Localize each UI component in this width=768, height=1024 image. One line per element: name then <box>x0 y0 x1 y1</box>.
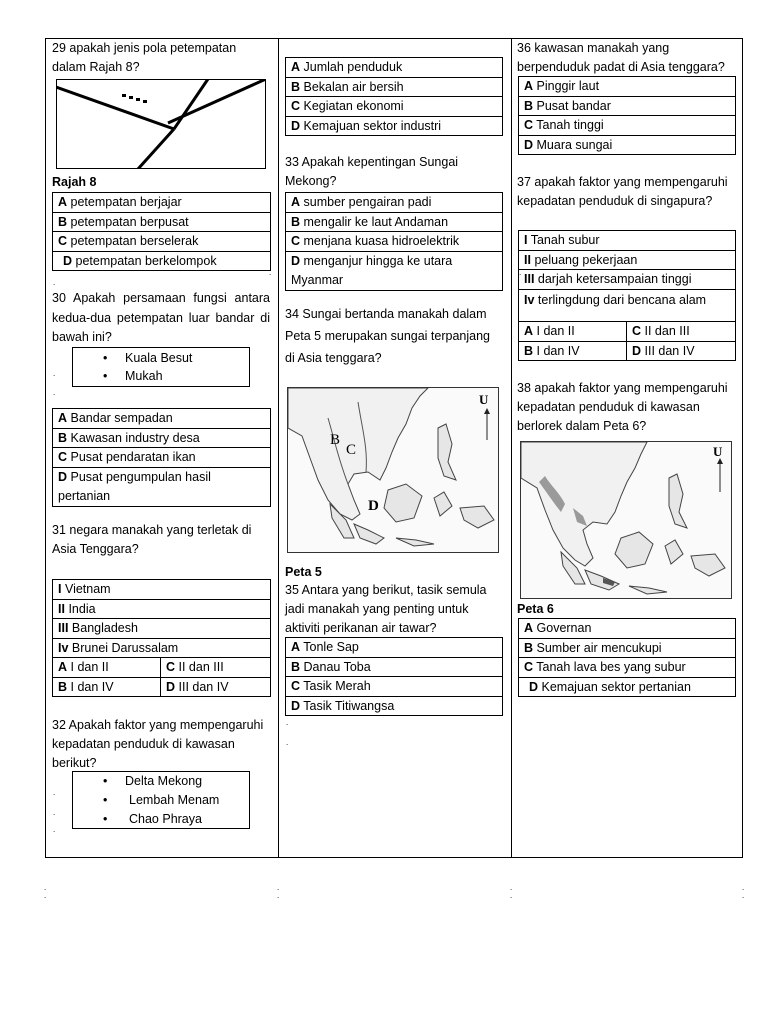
option-row[interactable]: B Kawasan industry desa <box>53 428 271 448</box>
option-row[interactable]: D Pusat pengumpulan hasil pertanian <box>53 467 271 506</box>
peta-6-drawing <box>521 442 732 599</box>
option-row[interactable]: A Bandar sempadan <box>53 409 271 429</box>
q31-text: 31 negara manakah yang terletak di Asia Tenggara? <box>52 523 252 556</box>
column-1: 29 apakah jenis pola petempatan dalam Rajah 8? Rajah 8 A petempatan berjajar B petempatan berpusat C petempatan berselerak D petempatan berkelompok 30 Apakah persamaan fungsi antara kedua-dua petempatan luar bandar di bawah ini? • Kuala Besut • Mukah A Bandar sempadan B Kawasan industry desa C Pusat pendaratan ikan D Pusat pengumpulan hasil pertanian 31 negara manakah yang terletak di Asia Tenggara? I Vietnam II India III Bangladesh Iv Brunei Darussalam A I dan II C II dan III B I dan IV D III dan IV 32 Apakah faktor yang mempengaruhi kepadatan penduduk di kawasan berikut? • Delta Mekong • Lembah Menam • Chao Phraya . . . . . . . <box>46 39 279 857</box>
q37-items <box>518 230 736 322</box>
rajah-8-figure <box>56 79 266 169</box>
bullet-item-continued: • Chao Phraya <box>73 810 249 829</box>
option-row[interactable]: D Kemajuan sektor pertanian <box>519 677 736 697</box>
option-cell[interactable]: A I dan II <box>519 322 627 342</box>
q35-options <box>285 637 503 716</box>
option-row[interactable]: B Danau Toba <box>286 657 503 677</box>
map-label-c: C <box>346 442 357 458</box>
q36-options <box>518 76 736 155</box>
option-row[interactable]: D Tasik Titiwangsa <box>286 696 503 716</box>
option-cell[interactable]: C II dan III <box>161 658 271 678</box>
item-row: III Bangladesh <box>53 619 271 639</box>
peta-5-drawing <box>288 388 499 553</box>
bullet-item: • Delta Mekong <box>73 772 249 791</box>
option-row[interactable]: D menganjur hingga ke utara Myanmar <box>286 251 503 290</box>
option-row[interactable]: C Tanah tinggi <box>519 116 736 136</box>
peta-5-map <box>287 387 499 553</box>
option-cell[interactable]: B I dan IV <box>519 341 627 361</box>
item-row: III darjah ketersampaian tinggi <box>519 270 736 290</box>
north-label: U <box>479 392 489 407</box>
option-row[interactable]: C petempatan berselerak <box>53 232 271 252</box>
q32-options <box>285 57 503 136</box>
q35-text: 35 Antara yang berikut, tasik semula jadi manakah yang penting untuk aktiviti perikanan air tawar? <box>285 583 487 635</box>
option-row[interactable]: D Kemajuan sektor industri <box>286 116 503 136</box>
option-cell[interactable]: D III dan IV <box>627 341 736 361</box>
option-row[interactable]: C Kegiatan ekonomi <box>286 97 503 117</box>
q29-options <box>52 192 271 271</box>
item-row: I Tanah subur <box>519 231 736 251</box>
option-cell[interactable]: A I dan II <box>53 658 161 678</box>
rajah-8-caption: Rajah 8 <box>52 175 97 189</box>
bullet-item: • Kuala Besut <box>73 349 249 367</box>
option-row[interactable]: A sumber pengairan padi <box>286 193 503 213</box>
peta-6-map <box>520 441 732 599</box>
option-row[interactable]: A Governan <box>519 619 736 639</box>
q29-text: 29 apakah jenis pola petempatan dalam Rajah 8? <box>52 41 237 74</box>
option-row[interactable]: D petempatan berkelompok <box>53 251 271 271</box>
option-row[interactable]: A petempatan berjajar <box>53 193 271 213</box>
column-2: A Jumlah penduduk B Bekalan air bersih C Kegiatan ekonomi D Kemajuan sektor industri 33 Apakah kepentingan Sungai Mekong? A sumber pengairan padi B mengalir ke laut Andaman C menjana kuasa hidroelektrik D menganjur hingga ke utara Myanmar 34 Sungai bertanda manakah dalam Peta 5 merupakan sungai terpanjang di Asia tenggara? U B C D Peta 5 35 Antara yang berikut, tasik semula jadi manakah yang penting untuk aktiviti perikanan air tawar? A Tonle Sap B Danau Toba C Tasik Merah D Tasik Titiwangsa . . <box>279 39 512 857</box>
q34-text: 34 Sungai bertanda manakah dalam Peta 5 merupakan sungai terpanjang di Asia tenggara? <box>285 307 491 365</box>
option-row[interactable]: C Tanah lava bes yang subur <box>519 658 736 678</box>
item-row: Iv Brunei Darussalam <box>53 638 271 658</box>
option-row[interactable]: B Sumber air mencukupi <box>519 638 736 658</box>
q36-text: 36 kawasan manakah yang berpenduduk padat di Asia tenggara? <box>517 41 725 74</box>
q32-text: 32 Apakah faktor yang mempengaruhi kepadatan penduduk di kawasan berikut? <box>52 718 264 770</box>
option-cell[interactable]: D III dan IV <box>161 677 271 697</box>
peta-5-caption: Peta 5 <box>285 565 322 579</box>
item-row: I Vietnam <box>53 580 271 600</box>
north-label: U <box>713 444 723 459</box>
q37-options <box>518 321 736 361</box>
q33-options <box>285 192 503 291</box>
peta-6-caption: Peta 6 <box>517 602 554 616</box>
option-row[interactable]: A Tonle Sap <box>286 638 503 658</box>
option-cell[interactable]: B I dan IV <box>53 677 161 697</box>
item-row: II peluang pekerjaan <box>519 250 736 270</box>
bullet-item: • Mukah <box>73 367 249 385</box>
option-row[interactable]: C menjana kuasa hidroelektrik <box>286 232 503 252</box>
map-label-d: D <box>368 498 379 514</box>
column-3: 36 kawasan manakah yang berpenduduk padat di Asia tenggara? A Pinggir laut B Pusat bandar C Tanah tinggi D Muara sungai 37 apakah faktor yang mempengaruhi kepadatan penduduk di singapura? I Tanah subur II peluang pekerjaan III darjah ketersampaian tinggi Iv terlingdung dari bencana alam A I dan II C II dan III B I dan IV D III dan IV 38 apakah faktor yang mempengaruhi kepadatan penduduk di kawasan berlorek dalam Peta 6? U Peta 6 A Governan B Sumber air mencukupi C Tanah lava bes yang subur D Kemajuan sektor pertanian . <box>512 39 742 857</box>
q30-text: 30 Apakah persamaan fungsi antara kedua-dua petempatan luar bandar di bawah ini? <box>52 291 270 344</box>
option-row[interactable]: B Bekalan air bersih <box>286 77 503 97</box>
q30-bullet-box <box>72 347 250 387</box>
q30-options <box>52 408 271 507</box>
option-row[interactable]: B Pusat bandar <box>519 96 736 116</box>
q38-text: 38 apakah faktor yang mempengaruhi kepadatan penduduk di kawasan berlorek dalam Peta 6? <box>517 381 728 433</box>
q33-text: 33 Apakah kepentingan Sungai Mekong? <box>285 155 459 188</box>
option-row[interactable]: C Tasik Merah <box>286 677 503 697</box>
bullet-item: • Lembah Menam <box>73 791 249 810</box>
option-row[interactable]: D Muara sungai <box>519 135 736 155</box>
q38-options <box>518 618 736 697</box>
option-row[interactable]: B petempatan berpusat <box>53 212 271 232</box>
option-row[interactable]: B mengalir ke laut Andaman <box>286 212 503 232</box>
item-row: II India <box>53 599 271 619</box>
map-label-b: B <box>330 432 341 448</box>
q37-text: 37 apakah faktor yang mempengaruhi kepadatan penduduk di singapura? <box>517 175 728 208</box>
option-cell[interactable]: C II dan III <box>627 322 736 342</box>
item-row: Iv terlingdung dari bencana alam <box>519 289 736 321</box>
option-row[interactable]: A Pinggir laut <box>519 77 736 97</box>
q32-bullet-box <box>72 771 250 829</box>
exam-page <box>45 38 743 858</box>
option-row[interactable]: A Jumlah penduduk <box>286 58 503 78</box>
q31-items <box>52 579 271 697</box>
option-row[interactable]: C Pusat pendaratan ikan <box>53 448 271 468</box>
